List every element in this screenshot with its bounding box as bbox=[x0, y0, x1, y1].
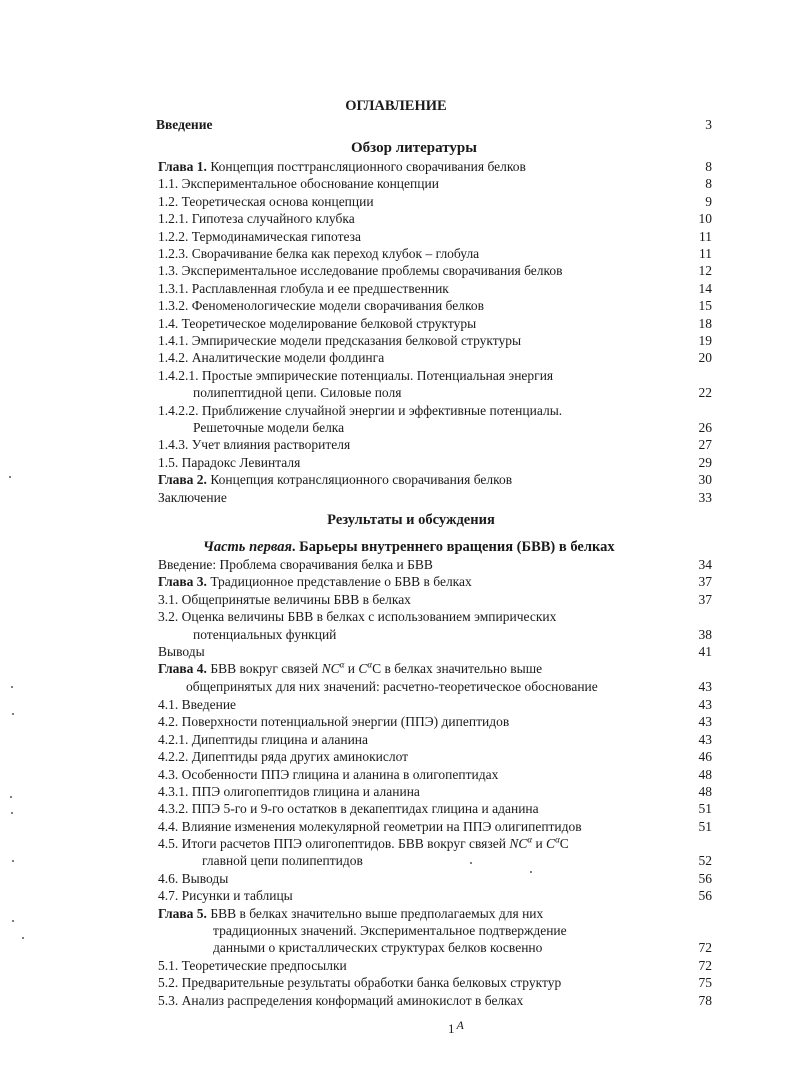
chapter-4-alpha-2: α bbox=[367, 659, 373, 670]
item-4-5-alpha-1: α bbox=[527, 834, 533, 845]
chapter-5-line-3: данными о кристаллических структурах белков косвенно bbox=[213, 940, 543, 955]
toc-entry bbox=[158, 732, 368, 748]
toc-entry bbox=[158, 975, 561, 991]
chapter-4-page: 43 bbox=[698, 679, 712, 694]
item-4-5-text-b: и bbox=[532, 836, 547, 851]
toc-entry bbox=[158, 472, 512, 488]
item-4-5-page: 52 bbox=[698, 853, 712, 868]
scan-speck bbox=[12, 860, 14, 862]
toc-entry bbox=[158, 316, 476, 332]
toc-entry-text: 4.3.2. ППЭ 5-го и 9-го остатков в декапептидах глицина и аданина bbox=[158, 801, 539, 817]
toc-entry-chapter-label: Глава 1. bbox=[158, 159, 207, 174]
chapter-4-line-1 bbox=[158, 661, 542, 677]
toc-entry-text: 1.5. Парадокс Левинталя bbox=[158, 454, 301, 470]
toc-entry bbox=[158, 714, 509, 730]
toc-entry-page: 22 bbox=[698, 385, 712, 401]
toc-entry-page: 34 bbox=[698, 557, 712, 572]
item-4-5-text-a: 4.5. Итоги расчетов ППЭ олигопептидов. БВВ вокруг связей bbox=[158, 836, 510, 851]
toc-entry-text: 5.1. Теоретические предпосылки bbox=[158, 958, 347, 973]
chapter-4-nc: NC bbox=[321, 661, 340, 676]
toc-entry-text: 1.4.1. Эмпирические модели предсказания белковой структуры bbox=[158, 333, 522, 348]
toc-entry-text: потенциальных функций bbox=[193, 626, 337, 642]
toc-entry-page: 30 bbox=[698, 472, 712, 488]
chapter-5-label: Глава 5. bbox=[158, 906, 207, 921]
toc-entry bbox=[158, 592, 411, 608]
toc-entry-page: 56 bbox=[698, 888, 712, 904]
toc-entry-page: 29 bbox=[698, 454, 712, 470]
toc-entry-text: 1.2.1. Гипотеза случайного клубка bbox=[158, 211, 355, 227]
scan-speck bbox=[470, 862, 472, 864]
toc-entry-text: 4.1. Введение bbox=[158, 697, 237, 712]
intro-page: 3 bbox=[705, 117, 712, 132]
part-one-title: . Барьеры внутреннего вращения (БВВ) в белках bbox=[291, 539, 615, 555]
toc-entry bbox=[158, 767, 498, 783]
toc-entry-page: 20 bbox=[698, 350, 712, 366]
toc-entry-text: 1.4.2.1. Простые эмпирические потенциалы. Потенциальная энергия bbox=[158, 367, 554, 383]
toc-entry-page: 43 bbox=[698, 714, 712, 730]
toc-entry-page: 11 bbox=[699, 246, 712, 261]
chapter-5-line-1 bbox=[158, 906, 543, 922]
toc-entry bbox=[158, 176, 439, 192]
section-heading-literature: Обзор литературы bbox=[351, 140, 477, 156]
toc-entry-text: 5.3. Анализ распределения конформаций аминокислот в белках bbox=[158, 992, 524, 1008]
toc-entry-page: 56 bbox=[698, 871, 712, 886]
toc-entry bbox=[158, 609, 556, 625]
toc-entry-text: полипептидной цепи. Силовые поля bbox=[193, 385, 402, 401]
toc-entry bbox=[158, 333, 521, 349]
toc-entry-text: 4.2.2. Дипептиды ряда других аминокислот bbox=[158, 749, 409, 765]
chapter-4-c: C bbox=[358, 661, 368, 676]
toc-entry bbox=[158, 368, 553, 384]
toc-entry-text: Заключение bbox=[158, 489, 227, 505]
toc-entry-text: Выводы bbox=[158, 644, 205, 659]
toc-entry-text: 3.1. Общепринятые величины БВВ в белках bbox=[158, 591, 411, 607]
toc-entry-page: 18 bbox=[698, 315, 712, 331]
scan-speck bbox=[11, 686, 13, 688]
toc-entry-page: 38 bbox=[698, 626, 712, 642]
toc-entry bbox=[158, 871, 228, 887]
page-number bbox=[448, 1018, 464, 1037]
toc-entry-chapter-label: Глава 2. bbox=[158, 472, 207, 488]
toc-entry bbox=[158, 159, 526, 175]
toc-entry bbox=[158, 574, 472, 590]
item-4-5-text-c: C bbox=[559, 836, 569, 851]
toc-entry-page: 33 bbox=[698, 489, 712, 505]
toc-entry-page: 48 bbox=[698, 766, 712, 782]
chapter-4-line-2: общепринятых для них значений: расчетно-теоретическое обоснование bbox=[186, 679, 598, 694]
scan-speck bbox=[12, 920, 14, 922]
toc-entry-page: 43 bbox=[698, 731, 712, 747]
toc-entry-text: Концепция посттрансляционного сворачивания белков bbox=[206, 159, 526, 174]
chapter-4-label: Глава 4. bbox=[158, 661, 207, 676]
item-4-5-line-1 bbox=[158, 836, 569, 852]
item-4-5-nc: NC bbox=[509, 836, 528, 851]
toc-entry bbox=[158, 801, 539, 817]
toc-entry bbox=[158, 298, 484, 314]
page-number-value: 1 bbox=[448, 1021, 455, 1036]
toc-entry bbox=[158, 263, 563, 279]
toc-entry bbox=[158, 557, 433, 573]
toc-entry-page: 15 bbox=[698, 298, 712, 314]
toc-entry bbox=[158, 749, 408, 765]
scan-speck bbox=[9, 476, 11, 478]
toc-entry-text: 4.4. Влияние изменения молекулярной геометрии на ППЭ олигипептидов bbox=[158, 818, 582, 834]
toc-entry bbox=[158, 958, 347, 974]
toc-entry-text: 4.7. Рисунки и таблицы bbox=[158, 888, 293, 904]
item-4-5-c: C bbox=[546, 836, 556, 851]
toc-entry-text: 1.3.2. Феноменологические модели сворачивания белков bbox=[158, 298, 484, 314]
toc-entry-text: 1.4. Теоретическое моделирование белковой структуры bbox=[158, 315, 477, 331]
toc-entry-text: 5.2. Предварительные результаты обработки банка белковых структур bbox=[158, 975, 562, 991]
toc-entry bbox=[193, 627, 336, 643]
toc-entry bbox=[158, 350, 384, 366]
scan-speck bbox=[10, 796, 12, 798]
toc-entry bbox=[158, 211, 355, 227]
toc-entry-page: 8 bbox=[705, 176, 712, 192]
toc-entry-page: 11 bbox=[699, 228, 712, 244]
toc-entry-page: 72 bbox=[698, 958, 712, 973]
toc-entry-page: 46 bbox=[698, 749, 712, 765]
toc-entry bbox=[158, 437, 350, 453]
chapter-4-text-b: и bbox=[344, 661, 359, 676]
toc-entry-text: Введение: Проблема сворачивания белка и БВВ bbox=[158, 557, 433, 572]
toc-entry bbox=[158, 229, 361, 245]
toc-entry-text: 4.3. Особенности ППЭ глицина и аланина в олигопептидах bbox=[158, 766, 499, 782]
toc-entry bbox=[158, 281, 449, 297]
toc-entry bbox=[158, 403, 562, 419]
toc-entry-page: 43 bbox=[698, 697, 712, 712]
chapter-5-line-2: традиционных значений. Экспериментальное подтверждение bbox=[213, 923, 567, 938]
toc-entry bbox=[158, 888, 293, 904]
part-one-heading bbox=[203, 539, 615, 555]
toc-entry bbox=[158, 644, 205, 660]
toc-entry-chapter-label: Глава 3. bbox=[158, 574, 207, 590]
toc-entry-text: 3.2. Оценка величины БВВ в белках с использованием эмпирических bbox=[158, 609, 557, 625]
toc-entry-text: 1.2. Теоретическая основа концепции bbox=[158, 193, 374, 209]
toc-entry-page: 37 bbox=[698, 591, 712, 607]
toc-entry-text: 1.3.1. Расплавленная глобула и ее предшественник bbox=[158, 280, 449, 296]
toc-title: ОГЛАВЛЕНИЕ bbox=[345, 98, 447, 114]
toc-entry-page: 37 bbox=[698, 574, 712, 590]
toc-entry-text: 1.4.2. Аналитические модели фолдинга bbox=[158, 350, 385, 366]
chapter-4-text-c: C в белках значительно выше bbox=[372, 661, 543, 676]
toc-entry-page: 12 bbox=[698, 263, 712, 279]
toc-entry bbox=[193, 420, 344, 436]
toc-entry-page: 27 bbox=[698, 437, 712, 453]
item-4-5-line-2: главной цепи полипептидов bbox=[202, 853, 363, 868]
toc-entry bbox=[158, 455, 300, 471]
toc-entry bbox=[158, 993, 523, 1009]
toc-entry-page: 9 bbox=[705, 193, 712, 209]
toc-entry-page: 51 bbox=[698, 801, 712, 817]
toc-entry-text: Традиционное представление о БВВ в белках bbox=[206, 574, 472, 590]
scan-speck bbox=[530, 871, 532, 873]
toc-entry-page: 51 bbox=[698, 818, 712, 834]
part-one-label: Часть первая bbox=[203, 539, 292, 555]
toc-entry-text: 4.2. Поверхности потенциальной энергии (ППЭ) дипептидов bbox=[158, 714, 510, 730]
toc-entry-page: 75 bbox=[698, 975, 712, 991]
toc-entry-page: 8 bbox=[705, 159, 712, 174]
toc-entry-text: 1.2.2. Термодинамическая гипотеза bbox=[158, 228, 361, 244]
chapter-4-text-a: БВВ вокруг связей bbox=[206, 661, 322, 676]
section-heading-results: Результаты и обсуждения bbox=[327, 512, 495, 528]
toc-entry bbox=[158, 819, 582, 835]
toc-entry-page: 14 bbox=[698, 280, 712, 296]
toc-entry-text: 4.3.1. ППЭ олигопептидов глицина и аланина bbox=[158, 784, 420, 799]
toc-entry-page: 19 bbox=[698, 333, 712, 348]
toc-entry-text: 1.3. Экспериментальное исследование проблемы сворачивания белков bbox=[158, 263, 563, 279]
toc-entry-text: 1.4.3. Учет влияния растворителя bbox=[158, 437, 351, 453]
toc-entry bbox=[158, 194, 374, 210]
toc-entry-text: Концепция котрансляционного сворачивания белков bbox=[206, 472, 513, 488]
chapter-5-page: 72 bbox=[698, 940, 712, 955]
toc-entry-text: 1.4.2.2. Приближение случайной энергии и эффективные потенциалы. bbox=[158, 402, 563, 418]
toc-entry bbox=[158, 784, 420, 800]
toc-entry-page: 48 bbox=[698, 784, 712, 799]
toc-entry-page: 78 bbox=[698, 992, 712, 1008]
toc-entry-page: 41 bbox=[698, 644, 712, 659]
scan-speck bbox=[22, 937, 24, 939]
chapter-4-alpha-1: α bbox=[339, 659, 345, 670]
scan-speck bbox=[11, 812, 13, 814]
toc-entry-page: 26 bbox=[698, 420, 712, 435]
toc-entry-text: 1.2.3. Сворачивание белка как переход клубок – глобула bbox=[158, 246, 480, 261]
handwritten-mark: A bbox=[456, 1018, 464, 1032]
toc-entry-text: 1.1. Экспериментальное обоснование концепции bbox=[158, 176, 439, 192]
toc-entry-text: 4.2.1. Дипептиды глицина и аланина bbox=[158, 731, 369, 747]
intro-label: Введение bbox=[156, 117, 213, 132]
chapter-5-text-1: БВВ в белках значительно выше предполагаемых для них bbox=[206, 906, 544, 921]
toc-entry-text: Решеточные модели белка bbox=[193, 420, 345, 435]
toc-entry bbox=[158, 490, 227, 506]
toc-entry bbox=[193, 385, 401, 401]
item-4-5-alpha-2: α bbox=[555, 834, 560, 845]
toc-entry bbox=[158, 697, 236, 713]
toc-entry-page: 10 bbox=[698, 211, 712, 227]
toc-entry-text: 4.6. Выводы bbox=[158, 871, 229, 886]
toc-entry bbox=[158, 246, 479, 262]
scan-speck bbox=[12, 713, 14, 715]
